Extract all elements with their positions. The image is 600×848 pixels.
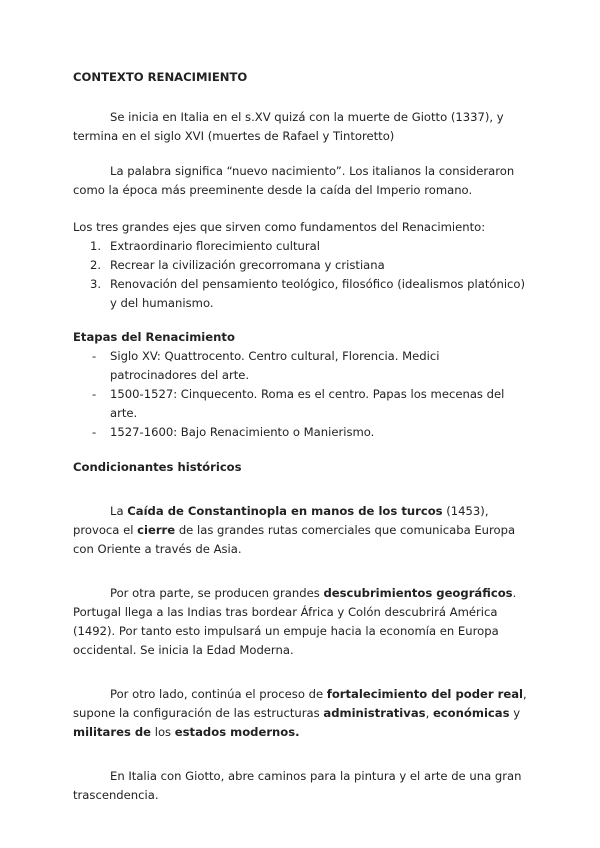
list-item	[73, 275, 528, 313]
list-item-text: Siglo XV: Quattrocento. Centro cultural, Florencia. Medici patrocinadores del arte.	[110, 349, 440, 382]
intro-paragraph-1: Se inicia en Italia en el s.XV quizá con la muerte de Giotto (1337), y termina en el siglo XVI (muertes de Rafael y Tintoretto)	[73, 110, 504, 143]
list-marker: -	[92, 425, 97, 439]
list-item	[73, 256, 528, 275]
etapas-list	[73, 347, 528, 442]
condicionantes-paragraph-2: Por otra parte, se producen grandes descubrimientos geográficos. Portugal llega a las Indias tras bordear África y Colón descubrirá América (1492). Por tanto esto impulsará un empuje hacia la economía en Europa occidental. Se inicia la Edad Moderna.	[73, 586, 517, 657]
document-title: CONTEXTO RENACIMIENTO	[73, 70, 248, 84]
intro-paragraph-2: La palabra significa “nuevo nacimiento”. Los italianos la consideraron como la época más preeminente desde la caída del Imperio romano.	[73, 164, 515, 197]
condicionantes-heading: Condicionantes históricos	[73, 460, 242, 474]
list-item-text: Extraordinario florecimiento cultural	[110, 239, 320, 253]
etapas-heading: Etapas del Renacimiento	[73, 330, 235, 344]
condicionantes-paragraph-4: En Italia con Giotto, abre caminos para la pintura y el arte de una gran trascendencia.	[73, 769, 522, 802]
list-item	[73, 423, 528, 442]
list-item-text: 1500-1527: Cinquecento. Roma es el centro. Papas los mecenas del arte.	[110, 387, 505, 420]
list-item-text: 1527-1600: Bajo Renacimiento o Manierismo.	[110, 425, 375, 439]
list-marker: -	[92, 387, 97, 401]
list-item	[73, 347, 528, 385]
condicionantes-paragraph-1: La Caída de Constantinopla en manos de los turcos (1453), provoca el cierre de las grandes rutas comerciales que comunicaba Europa con Oriente a través de Asia.	[73, 504, 516, 556]
list-item-text: Renovación del pensamiento teológico, filosófico (idealismos platónico) y del humanismo.	[110, 277, 526, 310]
list-marker: 1.	[90, 239, 102, 253]
list-item-text: Recrear la civilización grecorromana y cristiana	[110, 258, 385, 272]
ejes-list	[73, 237, 528, 313]
list-marker: 2.	[90, 258, 102, 272]
list-item	[73, 237, 528, 256]
list-item	[73, 385, 528, 423]
condicionantes-paragraph-3: Por otro lado, continúa el proceso de fortalecimiento del poder real, supone la configuración de las estructuras administrativas, económicas y militares de los estados modernos.	[73, 687, 527, 739]
ejes-lead: Los tres grandes ejes que sirven como fundamentos del Renacimiento:	[73, 220, 486, 234]
list-marker: -	[92, 349, 97, 363]
list-marker: 3.	[90, 277, 102, 291]
